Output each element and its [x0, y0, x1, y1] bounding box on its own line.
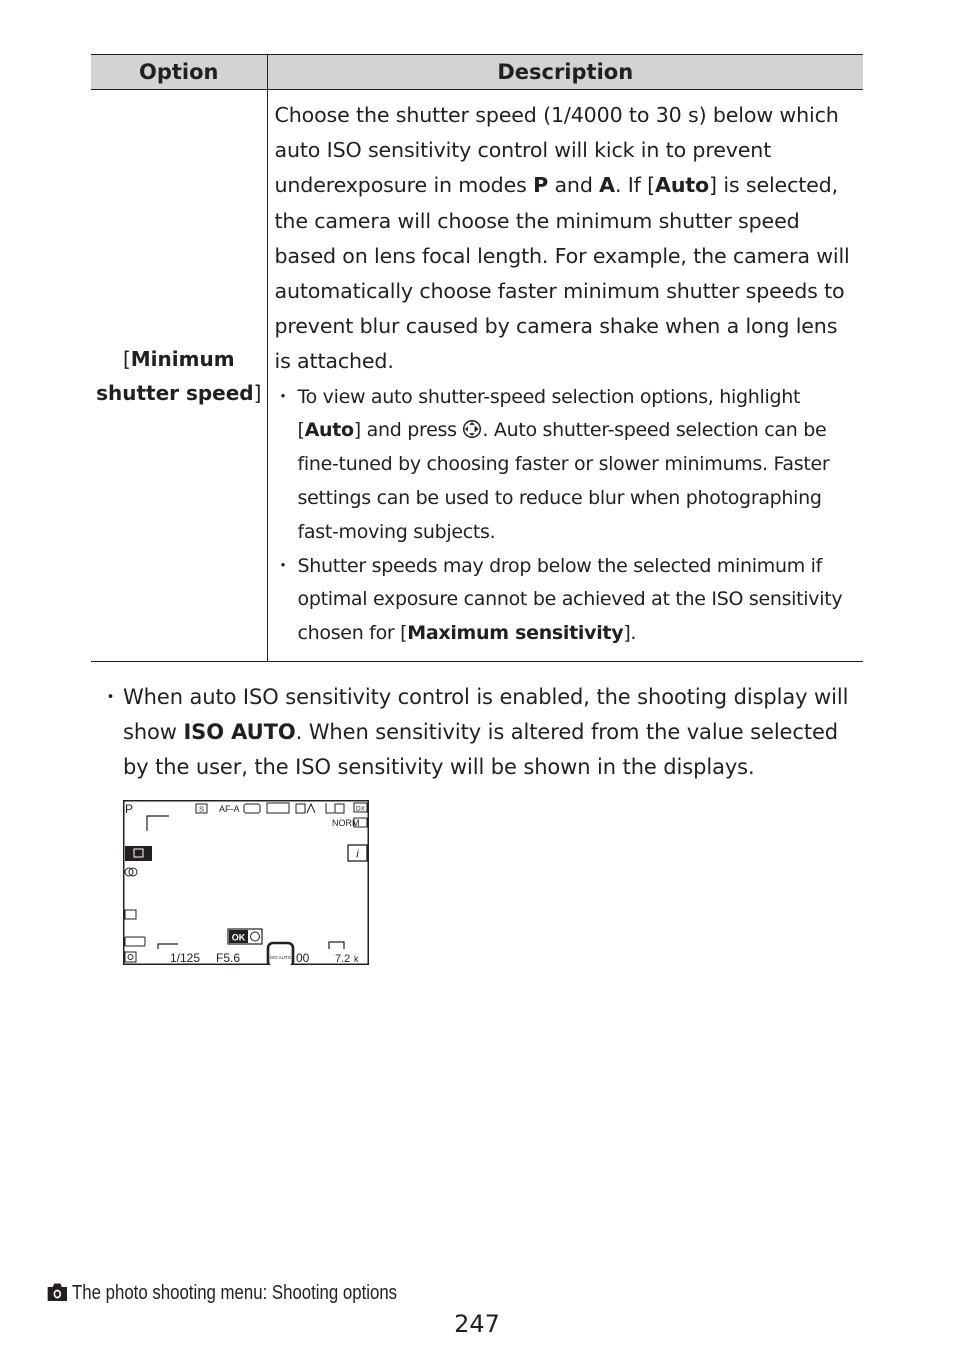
- bullet-1-text-3: . Auto shutter-speed selection can be fine-tuned by choosing faster or slower minimums. Faster settings can be used to reduce blur when photographing fast-moving subjects.: [297, 419, 830, 543]
- desc-text-1: Choose the shutter speed (1/4000 to 30 s) below which auto ISO sensitivity control will kick in to prevent underexposure in modes: [274, 103, 839, 198]
- display-mode: P: [125, 802, 134, 816]
- auto-iso-note: [100, 680, 870, 785]
- mode-a: A: [599, 173, 615, 198]
- page-number: 247: [454, 1310, 500, 1338]
- bullet-2-text-2: ].: [623, 622, 637, 645]
- description-bullets: [275, 381, 856, 651]
- option-label: Minimum shutter speed: [96, 346, 254, 405]
- display-af-area: AF-A: [219, 804, 240, 814]
- display-image-area: DX: [355, 805, 366, 813]
- bullet-1-text-1: To view auto shutter-speed selection options, highlight [: [297, 385, 801, 442]
- display-aperture: F5.6: [216, 951, 241, 965]
- desc-text-2: and: [548, 173, 600, 198]
- mode-p: P: [533, 173, 549, 198]
- bullet-2-text-1: Shutter speeds may drop below the selected minimum if optimal exposure cannot be achieved at the ISO sensitivity chosen for [: [297, 554, 843, 645]
- display-touch-icon: [125, 846, 152, 861]
- maximum-sensitivity-term: Maximum sensitivity: [407, 622, 624, 645]
- bullet-1-text-2: ] and press: [353, 419, 463, 442]
- note-text-1: When auto ISO sensitivity control is enabled, the shooting display will show: [123, 685, 849, 744]
- note-text-2: . When sensitivity is altered from the value selected by the user, the ISO sensitivity will be shown in the displays.: [123, 720, 839, 779]
- header-description: Description: [267, 55, 863, 90]
- option-bracket-close: ]: [253, 380, 262, 405]
- display-shutter-speed: 1/125: [170, 951, 201, 965]
- desc-text-4: ] is selected, the camera will choose the minimum shutter speed based on lens focal length. For example, the camera will automatically choose faster minimum shutter speeds to prevent blur caused by camera shake when a long lens is attached.: [274, 173, 850, 374]
- iso-auto-highlight: [268, 943, 293, 965]
- svg-text:i: i: [356, 848, 359, 861]
- option-bracket-open: [: [122, 346, 131, 371]
- description-cell: [267, 90, 863, 662]
- footer-section: [46, 1279, 397, 1307]
- display-storage: S: [198, 804, 205, 814]
- display-quality: NORM: [332, 818, 360, 828]
- footer-section-title: The photo shooting menu: Shooting options: [72, 1282, 398, 1304]
- list-item: [275, 381, 856, 550]
- multi-selector-right-icon: [462, 419, 482, 439]
- display-remaining-unit: k: [354, 954, 359, 964]
- bullet-1-auto-term: Auto: [304, 419, 354, 442]
- auto-term: Auto: [655, 173, 710, 198]
- options-table: [91, 54, 863, 662]
- desc-text-3: . If [: [614, 173, 656, 198]
- option-cell: [91, 90, 267, 662]
- display-iso-value: 00: [296, 951, 310, 965]
- camera-icon: [46, 1282, 69, 1302]
- shooting-display-illustration: [123, 800, 369, 965]
- list-item: [275, 550, 856, 651]
- note-bullet: ・: [100, 685, 121, 709]
- display-iso-auto: ISO AUTO: [269, 955, 292, 960]
- description-text: [275, 98, 856, 380]
- display-ok-label: OK: [231, 932, 246, 943]
- table-row: [91, 90, 863, 662]
- iso-auto-term: ISO AUTO: [183, 720, 296, 744]
- table-header-row: [91, 55, 863, 90]
- header-option: Option: [91, 55, 267, 90]
- display-remaining: 7.2: [335, 953, 351, 965]
